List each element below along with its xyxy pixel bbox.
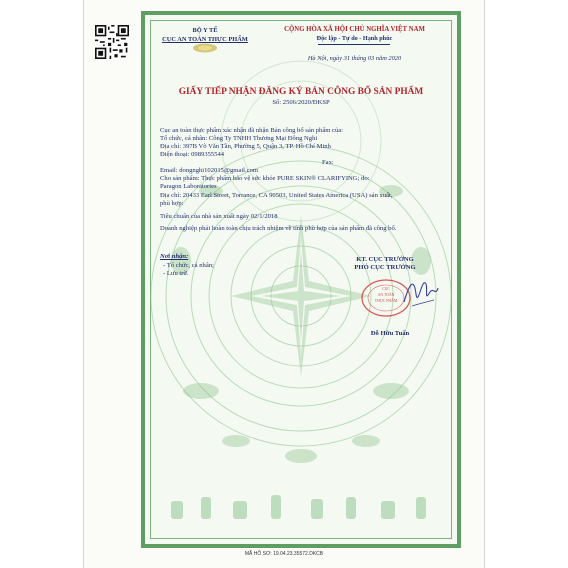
product-line: Cho sản phẩm: Thực phẩm bảo vệ sức khỏe PURE SKIN® CLARIFYING; do: [160, 175, 370, 182]
manufacturer-line: Paragon Laboratories [160, 183, 217, 190]
stamp-text-bottom: THỰC PHẨM [374, 299, 398, 303]
stamp-text-top: CỤC [382, 287, 390, 291]
address-line: Địa chỉ: 397B Võ Văn Tần, Phường 5, Quận 3, TP. Hồ Chí Minh [160, 143, 331, 150]
recipient-item: - Lưu trữ. [163, 270, 189, 277]
qr-code-icon [95, 25, 129, 59]
manufacturer-address-line: Địa chỉ: 20433 Earl Street, Torrance, CA 90503, United States America (USA) sản xuất, [160, 192, 393, 199]
department-name: CỤC AN TOÀN THỰC PHẨM [162, 36, 248, 43]
national-motto: Độc lập - Tự do - Hạnh phúc [316, 35, 393, 42]
responsibility-line: Doanh nghiệp phải hoàn toàn chịu trách nhiệm về tính phù hợp của sản phẩm đã công bố. [160, 225, 397, 232]
document-title: GIẤY TIẾP NHẬN ĐĂNG KÝ BẢN CÔNG BỐ SẢN PHẨM [178, 87, 424, 97]
ministry-name: BỘ Y TẾ [192, 27, 218, 34]
signer-title-1: KT. CỤC TRƯỞNG [356, 256, 414, 263]
stamp-text-mid: AN TOÀN [377, 293, 395, 297]
document-number: Số: 2506/2020/ĐKSP [272, 99, 330, 106]
department-logo-icon [192, 43, 218, 53]
phone-line: Điện thoại: 0989355544 [160, 151, 225, 158]
standard-line: Tiêu chuẩn của nhà sản xuất ngày 02/1/2018 [160, 213, 278, 220]
country-name: CỘNG HÒA XÃ HỘI CHỦ NGHĨA VIỆT NAM [284, 26, 425, 33]
motto-underline [318, 44, 390, 45]
signature-icon [400, 272, 440, 314]
issue-date: Hà Nội, ngày 31 tháng 03 năm 2020 [307, 55, 402, 62]
signer-title-2: PHÓ CỤC TRƯỞNG [354, 264, 416, 271]
email-line: Email: dongnghi102015@gmail.com [160, 167, 259, 174]
fax-line: Fax: [322, 159, 334, 166]
recipient-item: - Tổ chức, cá nhân; [163, 262, 214, 269]
dossier-code: MÃ HỒ SƠ: 19.04.23.35572.DKCB [244, 551, 324, 557]
recipients-title: Nơi nhận: [160, 253, 189, 260]
organization-line: Tổ chức, cá nhân: Công Ty TNHH Thương Mại Đông Nghi [160, 135, 318, 142]
conformity-line: phù hợp: [160, 200, 184, 207]
signer-name: Đỗ Hữu Tuấn [370, 330, 410, 337]
intro-text: Cục an toàn thực phẩm xác nhận đã nhận Bản công bố sản phẩm của: [160, 127, 344, 134]
